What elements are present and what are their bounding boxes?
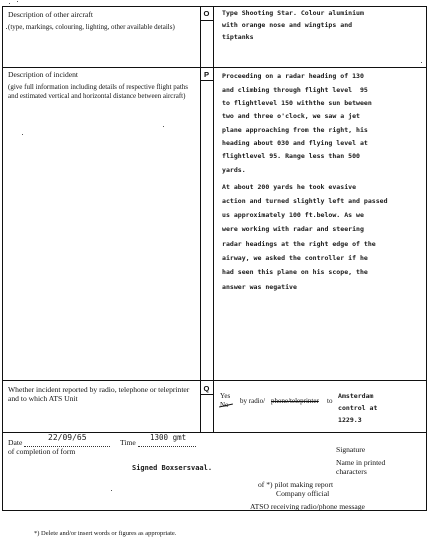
incident-answer-line: answer was negative xyxy=(222,283,297,291)
incident-answer-line: plane approaching from the right, his xyxy=(222,126,368,134)
incident-answer-line: Proceeding on a radar heading of 130 xyxy=(222,72,364,80)
scan-speck xyxy=(163,126,164,127)
incident-label: Description of incident xyxy=(8,70,79,79)
aircraft-label: Description of other aircraft xyxy=(8,10,93,19)
form-right-border xyxy=(426,6,427,510)
incident-hint: (give full information including details of respective flight paths and estimated vertical and horizontal distance between aircraft) xyxy=(8,83,189,100)
scan-speck xyxy=(421,62,422,63)
aircraft-hint: (type, markings, colouring, lighting, other available details) xyxy=(8,23,175,31)
code-p: P xyxy=(203,70,210,79)
aircraft-answer-line: with orange nose and wingtips and xyxy=(222,21,353,29)
incident-answer-line: us approximately 100 ft.below. As we xyxy=(222,211,364,219)
code-q: Q xyxy=(203,384,210,393)
report-by-text: by radio/ xyxy=(240,397,266,405)
report-struck-options: phone/teleprinter xyxy=(271,397,319,405)
date-value: 22/09/65 xyxy=(48,433,87,442)
incident-answer-line: yards. xyxy=(222,166,246,174)
report-unit-line: 1229.3 xyxy=(338,416,362,424)
incident-answer-line: to flightlevel 150 withthe sun between xyxy=(222,99,372,107)
code-box-q-bottom xyxy=(200,394,213,395)
time-label: Time xyxy=(120,438,136,447)
signature-label: Signature xyxy=(336,445,366,454)
incident-answer-line: action and turned slightly left and passed xyxy=(222,197,388,205)
incident-answer-line: radar headings at the right edge of the xyxy=(222,240,376,248)
report-unit-line: Amsterdam xyxy=(338,392,374,400)
code-column-right-divider xyxy=(213,6,214,432)
signed-name: Signed Boxsersvaal. xyxy=(132,464,213,472)
incident-answer-line: flightlevel 95. Range less than 500 xyxy=(222,152,360,160)
scan-speck xyxy=(9,3,10,4)
aircraft-answer-line: tiptanks xyxy=(222,33,254,41)
incident-answer-line: airway, we asked the controller if he xyxy=(222,254,368,262)
report-yes: Yes xyxy=(220,392,231,400)
incident-answer-line: had seen this plane on his scope, the xyxy=(222,268,368,276)
form-left-border xyxy=(2,6,3,510)
incident-answer-line: were working with radar and steering xyxy=(222,225,364,233)
row-divider-incident xyxy=(2,380,427,381)
date-label: Date xyxy=(8,438,23,447)
completion-label: of completion of form xyxy=(8,447,76,456)
scan-speck xyxy=(6,28,7,29)
incident-answer-line: and climbing through flight level 95 xyxy=(222,86,368,94)
pilot-label: of *) pilot making report xyxy=(258,480,334,489)
report-unit-line: control at xyxy=(338,404,378,412)
scan-speck xyxy=(22,134,23,135)
atso-label: ATSO receiving radio/phone message xyxy=(250,502,365,511)
company-official-label: Company official xyxy=(276,489,330,498)
aircraft-answer-line: Type Shooting Star. Colour aluminium xyxy=(222,9,364,17)
report-to-text: to xyxy=(327,397,333,405)
incident-answer-line: heading about 030 and flying level at xyxy=(222,139,368,147)
time-dotted-line xyxy=(138,446,196,447)
code-box-o-bottom xyxy=(200,20,213,21)
row-divider-aircraft xyxy=(2,67,427,68)
name-printed-label: Name in printed characters xyxy=(336,458,386,476)
report-label: Whether incident reported by radio, telephone or teleprinter and to which ATS Unit xyxy=(8,385,190,403)
scan-speck xyxy=(111,490,112,491)
time-value: 1300 gmt xyxy=(150,433,187,442)
incident-answer-line: two and three o'clock, we saw a jet xyxy=(222,112,360,120)
incident-answer-line: At about 200 yards he took evasive xyxy=(222,183,357,191)
scan-speck xyxy=(17,1,18,2)
code-o: O xyxy=(203,9,210,18)
footnote: *) Delete and/or insert words or figures as appropriate. xyxy=(34,530,177,537)
code-box-p-bottom xyxy=(200,80,213,81)
